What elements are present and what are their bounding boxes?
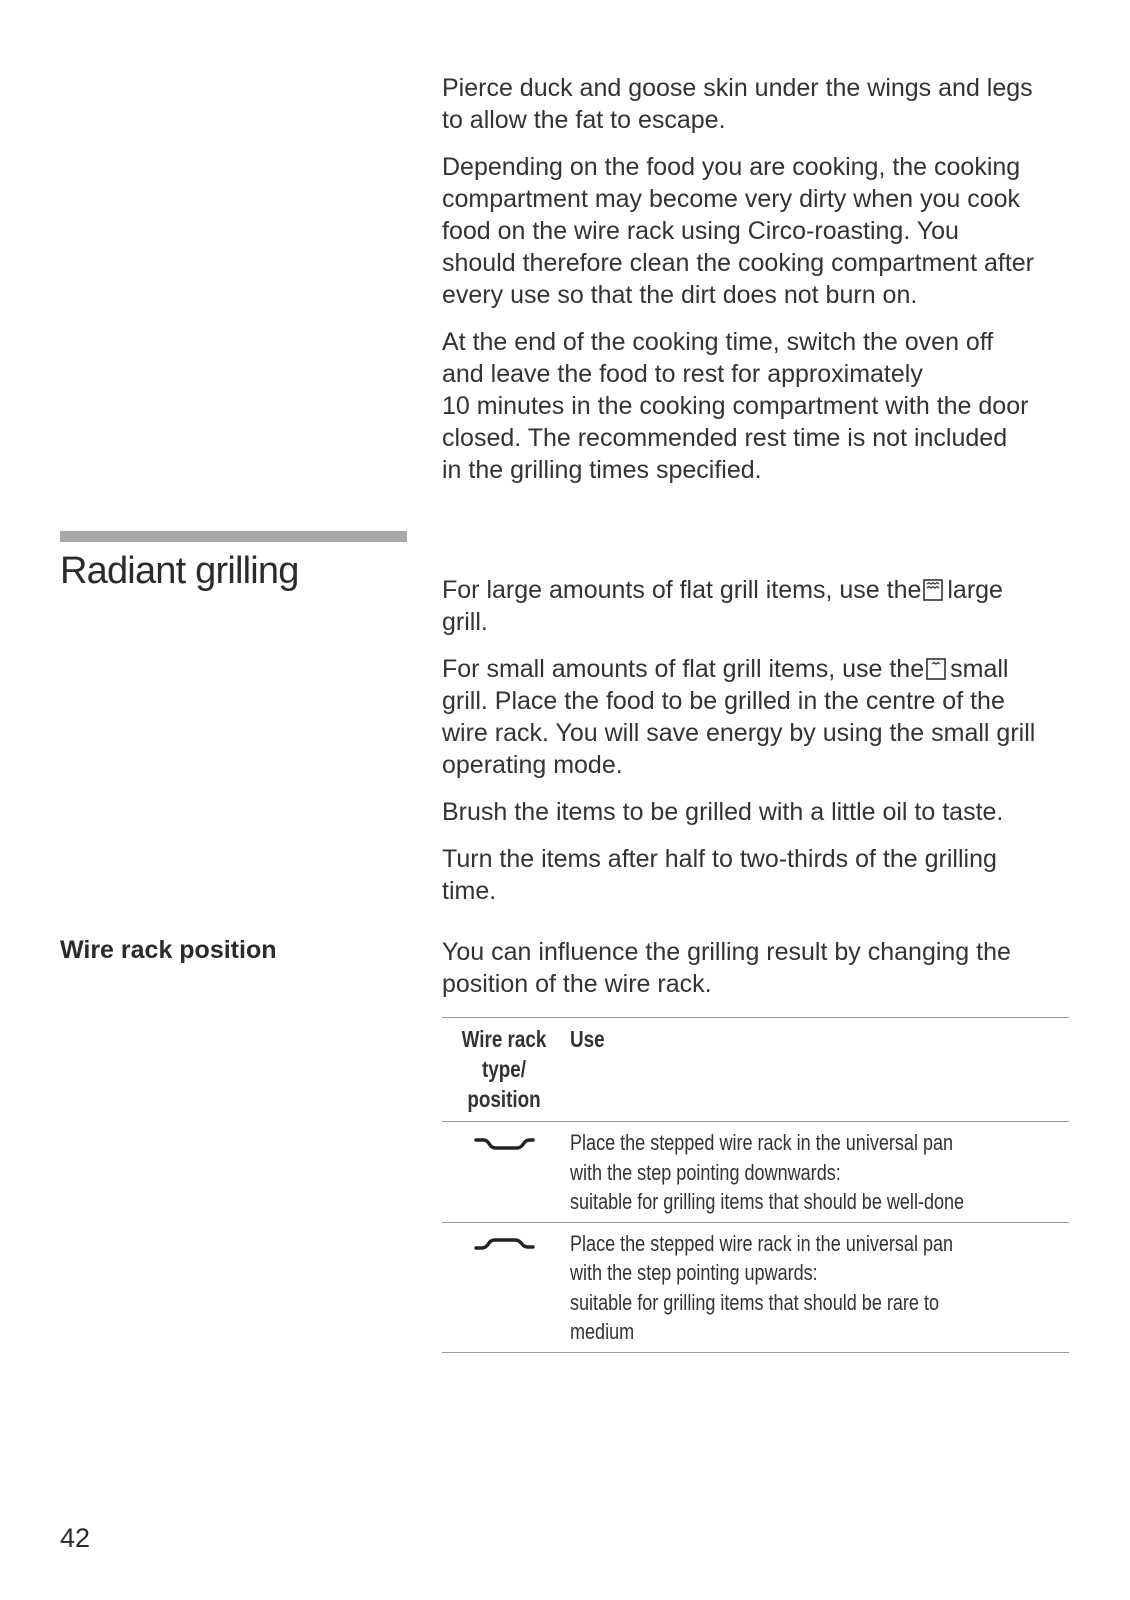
small-grill-icon [926, 658, 946, 680]
page-number: 42 [60, 1523, 91, 1553]
wire-rack-table [442, 1017, 1069, 1353]
wire-rack-heading: Wire rack position [60, 936, 277, 964]
paragraph-turn-items: Turn the items after half to two-thirds of the grilling time. [442, 845, 997, 905]
section-title: Radiant grilling [60, 550, 299, 592]
paragraph-dirty-compartment: Depending on the food you are cooking, the cooking compartment may become very dirty when you cook food on the wire rack using Circo-roasting. You should therefore clean the cooking compartment after every use so that the dirt does not burn on. [442, 153, 1035, 309]
paragraph-small-grill: For small amounts of flat grill items, use the small grill. Place the food to be grilled in the centre of the wire rack. You will save energy by using the small grill operating mode. [442, 655, 1036, 779]
wire-rack-intro [442, 936, 1072, 1015]
column-header-use: Use [570, 1026, 605, 1052]
paragraph-brush-oil: Brush the items to be grilled with a little oil to taste. [442, 798, 1004, 826]
intro-text [442, 72, 1072, 501]
column-header-position: Wire rack type/ position [461, 1026, 547, 1112]
paragraph-large-grill: For large amounts of flat grill items, use the large grill. [442, 576, 1003, 636]
table-row [442, 1122, 1069, 1223]
table-cell-use: Place the stepped wire rack in the universal pan with the step pointing downwards: suitable for grilling items that should be well-done [570, 1130, 965, 1214]
paragraph-pierce-skin: Pierce duck and goose skin under the wings and legs to allow the fat to escape. [442, 74, 1033, 134]
table-row [442, 1222, 1069, 1352]
table-cell-use: Place the stepped wire rack in the universal pan with the step pointing upwards: suitable for grilling items that should be rare to medium [570, 1230, 954, 1344]
paragraph-rest-time: At the end of the cooking time, switch the oven off and leave the food to rest for approximately 10 minutes in the cooking compartment with the door closed. The recommended rest time is not included in the grilling times specified. [442, 328, 1029, 484]
large-grill-icon [923, 579, 943, 601]
rack-step-up-icon [473, 1235, 535, 1253]
radiant-grilling-text [442, 574, 1072, 922]
table-cell-icon [442, 1122, 566, 1223]
table-header-row [442, 1018, 1069, 1122]
section-divider-bar [60, 531, 407, 542]
rack-step-down-icon [473, 1134, 535, 1152]
table-cell-icon [442, 1222, 566, 1352]
paragraph-wire-rack-influence: You can influence the grilling result by changing the position of the wire rack. [442, 938, 1011, 998]
